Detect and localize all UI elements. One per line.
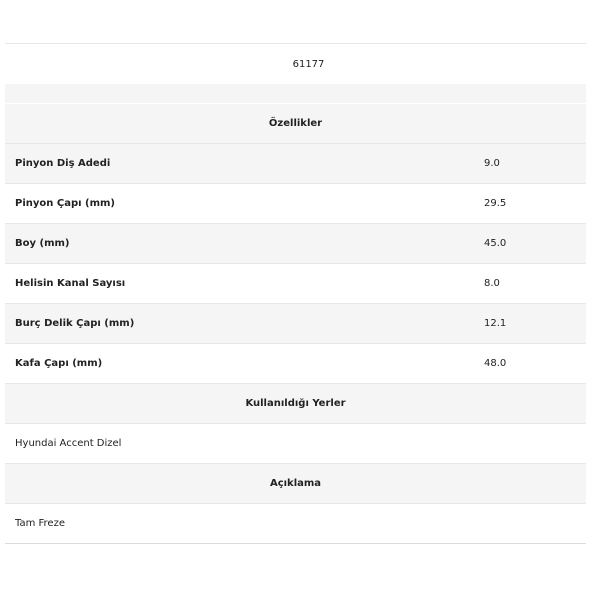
- spec-value: 48.0: [484, 358, 507, 369]
- product-code: 61177: [292, 58, 325, 70]
- spec-label: Boy (mm): [15, 238, 70, 249]
- specs-section-title: Özellikler: [268, 118, 323, 129]
- spec-value: 8.0: [484, 278, 500, 289]
- spec-row: [5, 224, 586, 264]
- spec-label: Pinyon Diş Adedi: [15, 158, 111, 169]
- description-section-header: [5, 464, 586, 504]
- spec-value: 29.5: [484, 198, 507, 209]
- spec-value: 9.0: [484, 158, 500, 169]
- spec-row: [5, 264, 586, 304]
- spec-label: Pinyon Çapı (mm): [15, 198, 115, 209]
- usage-section-header: [5, 384, 586, 424]
- spec-label: Burç Delik Çapı (mm): [15, 318, 135, 329]
- spec-row: [5, 344, 586, 384]
- spec-label: Helisin Kanal Sayısı: [15, 278, 126, 289]
- product-spec-table: [5, 43, 586, 544]
- spec-value: 45.0: [484, 238, 507, 249]
- description-row: [5, 504, 586, 544]
- divider-band: [5, 84, 586, 104]
- description-text: Tam Freze: [15, 518, 65, 529]
- product-code-row: [5, 44, 586, 84]
- usage-section-title: Kullanıldığı Yerler: [245, 398, 346, 409]
- spec-row: [5, 304, 586, 344]
- spec-row: [5, 184, 586, 224]
- description-section-title: Açıklama: [269, 478, 322, 489]
- spec-label: Kafa Çapı (mm): [15, 358, 103, 369]
- spec-value: 12.1: [484, 318, 507, 329]
- specs-section-header: [5, 104, 586, 144]
- usage-text: Hyundai Accent Dizel: [15, 438, 122, 449]
- spec-row: [5, 144, 586, 184]
- usage-row: [5, 424, 586, 464]
